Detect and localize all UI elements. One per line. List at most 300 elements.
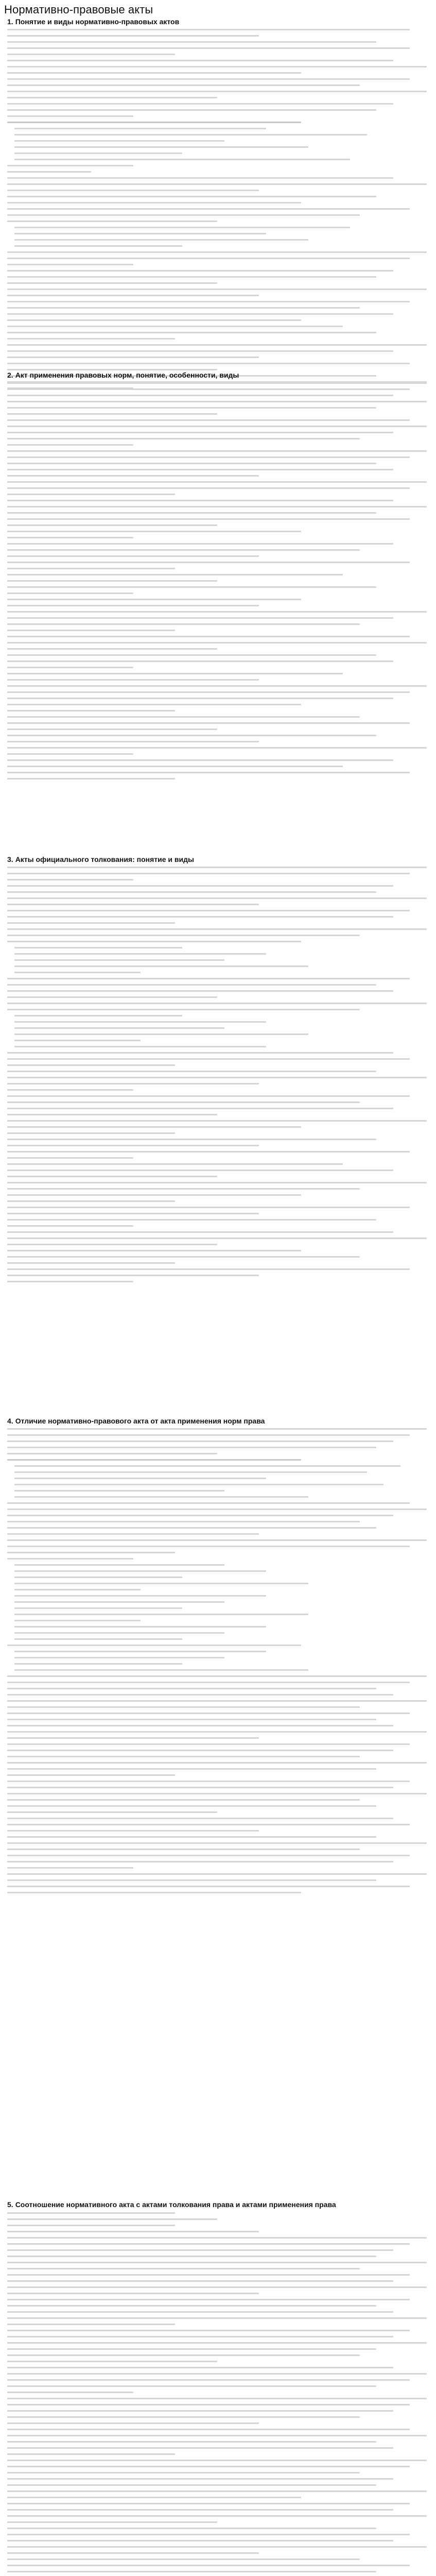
text-line	[7, 1170, 393, 1171]
section-3	[7, 855, 427, 1287]
text-line	[7, 66, 427, 67]
text-line	[14, 245, 182, 247]
text-line	[7, 1533, 259, 1535]
text-line	[7, 897, 427, 899]
text-line	[7, 208, 410, 210]
text-line	[7, 747, 427, 749]
text-line	[14, 1021, 266, 1023]
text-line	[7, 562, 410, 563]
text-line	[7, 605, 259, 606]
text-line	[7, 1892, 301, 1893]
text-line	[7, 301, 410, 302]
text-line	[7, 97, 217, 98]
text-line	[7, 2293, 259, 2294]
section-5	[7, 2200, 427, 2576]
text-line	[7, 2231, 259, 2232]
text-line	[7, 2330, 410, 2331]
text-line	[7, 2237, 427, 2239]
text-line	[7, 1811, 217, 1813]
text-line	[7, 996, 217, 998]
text-line	[7, 481, 427, 483]
text-line	[7, 183, 427, 185]
section-number: 5.	[7, 2200, 13, 2209]
text-line	[7, 122, 301, 123]
text-line	[7, 1886, 410, 1887]
text-line	[7, 549, 360, 551]
text-line	[7, 873, 410, 874]
text-line	[7, 506, 427, 507]
text-line	[7, 1428, 427, 1430]
text-line	[7, 2348, 376, 2350]
text-line	[7, 2218, 217, 2220]
text-line	[7, 679, 259, 681]
text-line	[14, 152, 182, 154]
text-line	[7, 2478, 393, 2480]
text-line	[7, 1194, 301, 1196]
section-heading	[7, 18, 427, 26]
text-line	[7, 1750, 393, 1751]
text-line	[7, 2336, 393, 2337]
text-line	[7, 258, 410, 259]
text-line	[7, 1719, 376, 1720]
text-line	[14, 1040, 141, 1041]
text-line	[7, 2410, 393, 2412]
text-line	[7, 1058, 410, 1060]
text-line	[7, 555, 259, 557]
text-line	[7, 599, 301, 600]
text-line	[7, 295, 259, 296]
text-line	[7, 741, 259, 742]
text-line	[7, 1521, 360, 1522]
text-line	[7, 1225, 133, 1227]
text-line	[7, 978, 410, 979]
text-line	[7, 2392, 133, 2393]
text-line	[7, 419, 410, 421]
text-line	[7, 941, 301, 942]
text-line	[7, 2416, 360, 2418]
text-line	[7, 1756, 360, 1757]
text-line	[7, 1799, 360, 1801]
text-line	[7, 165, 133, 166]
section-body	[7, 867, 427, 1282]
text-line	[7, 1453, 217, 1454]
text-line	[14, 134, 367, 135]
text-line	[7, 401, 427, 402]
text-line	[7, 1793, 427, 1794]
text-line	[14, 947, 182, 948]
text-line	[7, 1694, 393, 1696]
text-line	[7, 2262, 427, 2263]
text-line	[7, 574, 343, 575]
text-line	[7, 916, 393, 918]
text-line	[7, 500, 393, 501]
text-line	[7, 586, 376, 588]
text-line	[7, 426, 427, 427]
text-line	[7, 1459, 301, 1461]
text-line	[7, 1743, 410, 1745]
text-line	[7, 1515, 393, 1516]
text-line	[7, 735, 376, 736]
text-line	[7, 382, 427, 384]
text-line	[7, 2490, 427, 2492]
text-line	[7, 2268, 360, 2269]
text-line	[7, 1706, 360, 1708]
text-line	[7, 1502, 410, 1504]
text-line	[7, 667, 133, 668]
text-line	[7, 722, 410, 724]
text-line	[7, 984, 376, 986]
text-line	[7, 1132, 175, 1134]
text-line	[7, 1262, 175, 1264]
text-line	[7, 1009, 360, 1010]
text-line	[14, 1589, 141, 1590]
text-line	[7, 1539, 427, 1541]
text-line	[14, 233, 266, 234]
text-line	[7, 363, 410, 364]
text-line	[7, 469, 393, 470]
text-line	[7, 1768, 376, 1770]
text-line	[7, 319, 301, 321]
text-line	[14, 972, 141, 973]
text-line	[7, 1552, 175, 1553]
text-line	[7, 2534, 410, 2535]
section-title: Соотношение нормативного акта с актами толкования права и актами применения права	[15, 2200, 336, 2209]
text-line	[7, 2361, 217, 2362]
section-title: Понятие и виды нормативно-правовых актов	[15, 18, 180, 26]
text-line	[7, 990, 393, 992]
text-line	[7, 332, 376, 333]
text-line	[7, 1207, 410, 1208]
text-line	[7, 922, 175, 924]
text-line	[7, 407, 376, 409]
section-title: Акты официального толкования: понятие и виды	[15, 855, 194, 863]
text-line	[7, 1145, 259, 1146]
text-line	[7, 910, 410, 911]
text-line	[7, 1434, 410, 1436]
text-line	[7, 2503, 410, 2504]
text-line	[7, 1700, 427, 1702]
text-line	[7, 1731, 427, 1733]
section-number: 2.	[7, 371, 13, 379]
text-line	[7, 78, 410, 80]
text-line	[14, 1490, 224, 1492]
text-line	[7, 2515, 427, 2517]
text-line	[7, 1762, 427, 1764]
text-line	[7, 1108, 393, 1109]
text-line	[7, 1176, 217, 1177]
text-line	[14, 1657, 224, 1658]
text-line	[7, 891, 376, 893]
text-line	[7, 879, 133, 880]
section-2	[7, 371, 427, 784]
text-line	[7, 1855, 410, 1856]
text-line	[7, 1842, 427, 1844]
text-line	[7, 2552, 259, 2554]
text-line	[7, 456, 410, 458]
text-line	[7, 1774, 175, 1776]
text-line	[7, 214, 360, 216]
text-line	[7, 463, 376, 464]
text-line	[7, 1645, 301, 1646]
text-line	[7, 2447, 393, 2449]
text-line	[7, 685, 427, 687]
text-line	[14, 1638, 182, 1640]
text-line	[14, 1651, 266, 1652]
text-line	[7, 2342, 427, 2344]
text-line	[7, 1188, 360, 1190]
text-line	[14, 146, 308, 148]
text-line	[7, 444, 133, 446]
text-line	[7, 2509, 393, 2511]
section-heading	[7, 1417, 427, 1425]
text-line	[7, 759, 393, 761]
text-line	[7, 630, 175, 631]
section-title: Акт применения правовых норм, понятие, особенности, виды	[15, 371, 239, 379]
text-line	[14, 1626, 266, 1628]
text-line	[7, 177, 393, 179]
text-line	[7, 518, 410, 520]
text-line	[7, 1139, 376, 1140]
text-line	[7, 2367, 393, 2368]
text-line	[7, 753, 133, 755]
text-line	[7, 1830, 259, 1832]
text-line	[7, 357, 259, 358]
text-line	[7, 326, 343, 327]
text-line	[7, 2373, 427, 2375]
text-line	[7, 512, 376, 514]
text-line	[7, 1231, 393, 1233]
text-line	[7, 1440, 393, 1442]
text-line	[7, 1120, 427, 1122]
text-line	[7, 1818, 393, 1819]
text-line	[7, 728, 217, 730]
text-line	[7, 710, 175, 711]
text-line	[7, 450, 427, 452]
text-line	[7, 413, 217, 415]
text-line	[7, 1836, 376, 1838]
text-line	[7, 1861, 393, 1862]
text-line	[7, 766, 343, 767]
text-line	[7, 2466, 410, 2467]
text-line	[14, 1570, 266, 1572]
text-line	[7, 716, 360, 718]
text-line	[7, 475, 259, 477]
text-line	[7, 904, 259, 905]
text-line	[7, 1219, 376, 1221]
text-line	[7, 1163, 343, 1165]
text-line	[7, 1064, 175, 1066]
text-line	[7, 1244, 217, 1245]
section-number: 3.	[7, 855, 13, 863]
text-line	[7, 2558, 360, 2560]
text-line	[14, 1577, 182, 1578]
text-line	[7, 2453, 175, 2455]
text-line	[7, 2472, 360, 2473]
text-line	[7, 1126, 301, 1128]
text-line	[14, 1620, 141, 1621]
text-line	[7, 2274, 410, 2276]
text-line	[7, 1737, 259, 1739]
section-body	[7, 2212, 427, 2576]
text-line	[7, 369, 217, 370]
text-line	[14, 159, 350, 160]
text-line	[7, 494, 175, 495]
text-line	[7, 2249, 393, 2251]
text-line	[7, 2404, 410, 2405]
text-line	[7, 611, 427, 613]
text-line	[14, 1564, 224, 1566]
text-line	[14, 128, 266, 129]
text-line	[7, 867, 427, 868]
page-title: Нормативно-правовые акты	[4, 3, 153, 16]
text-line	[7, 1805, 376, 1807]
text-line	[14, 1595, 266, 1597]
text-line	[7, 344, 427, 346]
text-line	[7, 251, 427, 253]
text-line	[7, 778, 175, 779]
text-line	[7, 1268, 410, 1270]
text-line	[7, 1003, 427, 1004]
text-line	[7, 2484, 376, 2486]
text-line	[7, 617, 393, 619]
section-number: 4.	[7, 1417, 13, 1425]
text-line	[7, 531, 301, 532]
text-line	[7, 276, 376, 278]
text-line	[14, 1046, 266, 1047]
text-line	[14, 1033, 308, 1035]
text-line	[14, 1601, 224, 1603]
text-line	[7, 673, 343, 674]
section-title: Отличие нормативно-правового акта от акта применения норм права	[15, 1417, 265, 1425]
text-line	[7, 592, 133, 594]
section-body	[7, 382, 427, 779]
text-line	[7, 935, 360, 936]
text-line	[14, 1027, 224, 1029]
text-line	[7, 264, 133, 265]
text-line	[7, 1849, 360, 1850]
text-line	[7, 1275, 259, 1276]
text-line	[7, 1157, 133, 1159]
text-line	[7, 928, 427, 930]
text-line	[7, 2528, 376, 2529]
text-line	[7, 1151, 410, 1153]
text-line	[7, 623, 360, 625]
text-line	[7, 35, 259, 37]
text-line	[7, 1527, 376, 1529]
text-line	[7, 432, 393, 433]
text-line	[7, 1781, 410, 1782]
text-line	[7, 54, 175, 55]
text-line	[7, 543, 393, 545]
text-line	[7, 270, 393, 272]
text-line	[7, 524, 217, 526]
text-line	[7, 1688, 376, 1689]
text-line	[7, 2212, 175, 2214]
text-line	[7, 60, 393, 61]
text-line	[7, 1867, 133, 1869]
section-body	[7, 29, 427, 389]
text-line	[7, 2571, 376, 2572]
text-line	[14, 1465, 400, 1467]
text-line	[7, 1447, 376, 1448]
text-line	[14, 965, 308, 967]
text-line	[7, 2299, 410, 2300]
text-line	[7, 1281, 133, 1282]
text-line	[7, 487, 410, 489]
text-line	[7, 648, 217, 650]
text-line	[7, 1182, 427, 1183]
text-line	[7, 1725, 393, 1726]
text-line	[7, 2225, 175, 2226]
text-line	[7, 2280, 393, 2282]
text-line	[7, 1675, 427, 1677]
text-line	[7, 1200, 175, 1202]
text-line	[7, 642, 427, 643]
text-line	[7, 654, 376, 656]
text-line	[7, 1052, 393, 1054]
text-line	[7, 2398, 427, 2399]
text-line	[7, 660, 393, 662]
text-line	[7, 1824, 410, 1825]
text-line	[7, 1095, 410, 1097]
text-line	[7, 307, 360, 309]
text-line	[14, 1607, 182, 1609]
text-line	[14, 239, 308, 241]
text-line	[7, 1879, 376, 1881]
text-line	[7, 1250, 301, 1251]
text-line	[7, 1558, 133, 1560]
text-line	[7, 2354, 360, 2356]
text-line	[7, 885, 393, 887]
text-line	[7, 2565, 410, 2566]
text-line	[7, 2385, 376, 2387]
section-heading	[7, 2200, 427, 2209]
text-line	[7, 196, 376, 197]
text-line	[7, 171, 91, 173]
text-line	[7, 1713, 410, 1714]
text-line	[7, 2546, 427, 2548]
text-line	[7, 41, 376, 43]
text-line	[7, 350, 393, 352]
text-line	[7, 704, 301, 705]
text-line	[7, 2540, 393, 2541]
text-line	[7, 2379, 410, 2381]
text-line	[7, 1071, 376, 1072]
text-line	[14, 1632, 224, 1634]
text-line	[7, 109, 376, 111]
text-line	[7, 2422, 259, 2424]
text-line	[7, 691, 410, 693]
text-line	[7, 2317, 427, 2319]
text-line	[7, 84, 360, 86]
text-line	[14, 140, 224, 142]
text-line	[7, 91, 427, 92]
text-line	[14, 959, 224, 961]
text-line	[7, 115, 133, 117]
text-line	[14, 227, 350, 228]
text-line	[14, 1663, 182, 1665]
text-line	[14, 1015, 182, 1016]
text-line	[7, 338, 175, 340]
text-line	[7, 1238, 427, 1239]
text-line	[7, 202, 301, 204]
text-line	[7, 438, 360, 439]
text-line	[7, 2435, 427, 2436]
text-line	[7, 1787, 393, 1788]
text-line	[7, 103, 393, 105]
text-line	[14, 1669, 308, 1671]
text-line	[7, 221, 217, 222]
